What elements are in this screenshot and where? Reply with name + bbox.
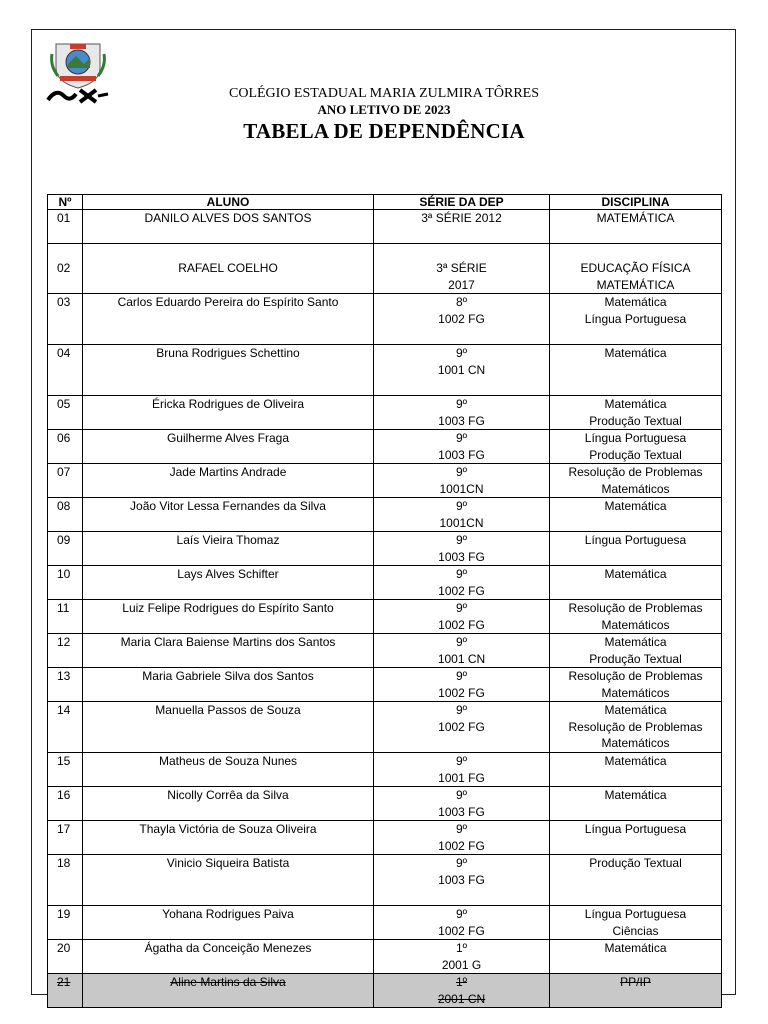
table-row <box>48 753 722 787</box>
table-row <box>48 940 722 974</box>
table-row <box>48 787 722 821</box>
row-number: 03 <box>48 294 83 345</box>
serie-line: 2017 <box>448 277 475 292</box>
serie-cell <box>374 787 550 821</box>
serie-line: 1003 FG <box>438 549 485 564</box>
disciplina-cell <box>550 702 722 753</box>
disciplina-line: Matemática <box>604 346 667 360</box>
student-name: João Vitor Lessa Fernandes da Silva <box>83 498 374 532</box>
serie-line: 1003 FG <box>438 447 485 462</box>
disciplina-line: Matemática <box>604 703 667 717</box>
disciplina-line: Língua Portuguesa <box>584 431 687 445</box>
table-row <box>48 396 722 430</box>
student-name: Jade Martins Andrade <box>83 464 374 498</box>
disciplina-line: PP/IP <box>620 975 651 989</box>
school-year: ANO LETIVO DE 2023 <box>317 102 451 117</box>
serie-line: 1002 FG <box>438 311 485 326</box>
disciplina-cell <box>550 244 722 294</box>
student-name: Nicolly Corrêa da Silva <box>83 787 374 821</box>
serie-line: 9º <box>455 346 468 360</box>
serie-cell <box>374 974 550 1008</box>
serie-line: 9º <box>455 567 468 581</box>
table-header-row <box>48 195 722 210</box>
serie-cell <box>374 940 550 974</box>
serie-line: 8º <box>455 295 468 309</box>
serie-line: 2001 G <box>441 957 482 972</box>
row-number: 20 <box>48 940 83 974</box>
column-header-aluno: ALUNO <box>83 195 374 210</box>
student-name: Manuella Passos de Souza <box>83 702 374 753</box>
serie-line: 9º <box>455 788 468 802</box>
serie-line: 1001 CN <box>437 362 486 377</box>
serie-line: 1003 FG <box>438 413 485 428</box>
disciplina-line: Produção Textual <box>589 447 682 462</box>
serie-line: 1003 FG <box>438 872 485 887</box>
serie-line: 9º <box>455 822 468 836</box>
row-number: 17 <box>48 821 83 855</box>
table-row <box>48 430 722 464</box>
row-number: 01 <box>48 210 83 244</box>
student-name: Thayla Victória de Souza Oliveira <box>83 821 374 855</box>
disciplina-line: Matemática <box>604 567 667 581</box>
disciplina-line: Matemática <box>604 635 667 649</box>
serie-cell <box>374 566 550 600</box>
row-number: 12 <box>48 634 83 668</box>
disciplina-cell <box>550 753 722 787</box>
student-name: Yohana Rodrigues Paiva <box>83 906 374 940</box>
serie-cell <box>374 668 550 702</box>
disciplina-line: Resolução de Problemas <box>568 719 703 734</box>
disciplina-line: Matemáticos <box>601 685 670 700</box>
disciplina-line: Matemáticos <box>601 481 670 496</box>
row-number: 04 <box>48 345 83 396</box>
serie-line: 1001 CN <box>437 651 486 666</box>
serie-line: 3ª SÉRIE 2012 <box>421 211 502 225</box>
serie-cell <box>374 294 550 345</box>
row-number: 13 <box>48 668 83 702</box>
disciplina-cell <box>550 464 722 498</box>
disciplina-line: Matemática <box>604 295 667 309</box>
row-number: 09 <box>48 532 83 566</box>
serie-line: 1001CN <box>439 481 484 496</box>
serie-cell <box>374 464 550 498</box>
serie-line: 9º <box>455 601 468 615</box>
disciplina-line: Produção Textual <box>589 651 682 666</box>
table-row <box>48 294 722 345</box>
table-row <box>48 906 722 940</box>
column-header-disciplina: DISCIPLINA <box>550 195 722 210</box>
serie-line: 1002 FG <box>438 685 485 700</box>
serie-line: 1001CN <box>439 515 484 530</box>
student-name: Vinicio Siqueira Batista <box>83 855 374 906</box>
student-name: Carlos Eduardo Pereira do Espírito Santo <box>83 294 374 345</box>
disciplina-line: Matemática <box>604 499 667 513</box>
serie-line: 9º <box>455 669 468 683</box>
serie-line: 9º <box>455 703 468 717</box>
row-number: 05 <box>48 396 83 430</box>
disciplina-cell <box>550 430 722 464</box>
disciplina-line: Matemáticos <box>601 736 670 750</box>
table-row <box>48 464 722 498</box>
row-number: 10 <box>48 566 83 600</box>
student-name: Lays Alves Schifter <box>83 566 374 600</box>
disciplina-cell <box>550 532 722 566</box>
disciplina-cell <box>550 345 722 396</box>
student-name: DANILO ALVES DOS SANTOS <box>83 210 374 244</box>
serie-line: 1003 FG <box>438 804 485 819</box>
table-body <box>48 210 722 1008</box>
student-name: Matheus de Souza Nunes <box>83 753 374 787</box>
disciplina-line: Matemáticos <box>601 617 670 632</box>
disciplina-line: MATEMÁTICA <box>596 277 675 292</box>
row-number: 18 <box>48 855 83 906</box>
disciplina-cell <box>550 855 722 906</box>
disciplina-line: Produção Textual <box>589 856 682 870</box>
page-title: TABELA DE DEPENDÊNCIA <box>243 119 525 143</box>
disciplina-cell <box>550 821 722 855</box>
student-name: Aline Martins da Silva <box>83 974 374 1008</box>
serie-cell <box>374 244 550 294</box>
disciplina-line: Matemática <box>604 941 667 955</box>
disciplina-line: Língua Portuguesa <box>584 533 687 547</box>
serie-cell <box>374 600 550 634</box>
disciplina-line: Matemática <box>604 397 667 411</box>
table-row <box>48 974 722 1008</box>
serie-line: 1001 FG <box>438 770 485 785</box>
row-number: 02 <box>48 244 83 294</box>
disciplina-cell <box>550 940 722 974</box>
disciplina-line: Língua Portuguesa <box>584 311 687 326</box>
student-name: Éricka Rodrigues de Oliveira <box>83 396 374 430</box>
serie-line: 9º <box>455 907 468 921</box>
serie-line: 9º <box>455 533 468 547</box>
disciplina-cell <box>550 668 722 702</box>
row-number: 15 <box>48 753 83 787</box>
serie-cell <box>374 702 550 753</box>
serie-line: 3ª SÉRIE <box>436 261 487 275</box>
school-name: COLÉGIO ESTADUAL MARIA ZULMIRA TÔRRES <box>229 86 539 101</box>
row-number: 16 <box>48 787 83 821</box>
serie-line: 1002 FG <box>438 719 485 734</box>
serie-cell <box>374 396 550 430</box>
table-row <box>48 210 722 244</box>
column-header-num: Nº <box>48 195 83 210</box>
serie-cell <box>374 753 550 787</box>
serie-line: 9º <box>455 431 468 445</box>
disciplina-line: Matemática <box>604 754 667 768</box>
serie-cell <box>374 430 550 464</box>
table-row <box>48 532 722 566</box>
disciplina-cell <box>550 974 722 1008</box>
table-row <box>48 600 722 634</box>
serie-line: 1002 FG <box>438 617 485 632</box>
table-row <box>48 244 722 294</box>
row-number: 08 <box>48 498 83 532</box>
table-row <box>48 345 722 396</box>
column-header-serie: SÉRIE DA DEP <box>374 195 550 210</box>
table-row <box>48 855 722 906</box>
student-name: Guilherme Alves Fraga <box>83 430 374 464</box>
disciplina-line: Resolução de Problemas <box>568 669 703 683</box>
disciplina-line: Língua Portuguesa <box>584 822 687 836</box>
serie-line: 2001 CN <box>437 991 486 1006</box>
table-row <box>48 566 722 600</box>
student-name: Ágatha da Conceição Menezes <box>83 940 374 974</box>
disciplina-line: Língua Portuguesa <box>584 907 687 921</box>
serie-line: 9º <box>455 499 468 513</box>
serie-cell <box>374 634 550 668</box>
row-number: 11 <box>48 600 83 634</box>
serie-line: 1002 FG <box>438 923 485 938</box>
serie-line: 9º <box>455 856 468 870</box>
table-row <box>48 498 722 532</box>
dependency-table <box>47 194 722 1008</box>
disciplina-line: Resolução de Problemas <box>568 601 703 615</box>
student-name: Luiz Felipe Rodrigues do Espírito Santo <box>83 600 374 634</box>
disciplina-cell <box>550 634 722 668</box>
row-number: 21 <box>48 974 83 1008</box>
disciplina-line: Ciências <box>612 923 659 938</box>
serie-cell <box>374 906 550 940</box>
serie-line: 9º <box>455 754 468 768</box>
serie-cell <box>374 821 550 855</box>
table-row <box>48 634 722 668</box>
serie-line: 1002 FG <box>438 838 485 853</box>
serie-line: 9º <box>455 635 468 649</box>
disciplina-cell <box>550 787 722 821</box>
row-number: 19 <box>48 906 83 940</box>
serie-cell <box>374 855 550 906</box>
serie-cell <box>374 532 550 566</box>
row-number: 07 <box>48 464 83 498</box>
disciplina-line: Matemática <box>604 788 667 802</box>
disciplina-cell <box>550 600 722 634</box>
disciplina-cell <box>550 396 722 430</box>
student-name: Bruna Rodrigues Schettino <box>83 345 374 396</box>
serie-cell <box>374 498 550 532</box>
serie-cell <box>374 345 550 396</box>
disciplina-line: EDUCAÇÃO FÍSICA <box>580 261 691 275</box>
disciplina-cell <box>550 498 722 532</box>
serie-line: 9º <box>455 397 468 411</box>
serie-line: 1º <box>455 941 468 955</box>
student-name: Maria Gabriele Silva dos Santos <box>83 668 374 702</box>
disciplina-cell <box>550 210 722 244</box>
serie-line: 9º <box>455 465 468 479</box>
serie-line: 1002 FG <box>438 583 485 598</box>
table-row <box>48 702 722 753</box>
serie-line: 1º <box>455 975 468 989</box>
disciplina-cell <box>550 906 722 940</box>
row-number: 06 <box>48 430 83 464</box>
table-row <box>48 668 722 702</box>
student-name: Laís Vieira Thomaz <box>83 532 374 566</box>
disciplina-line: Produção Textual <box>589 413 682 428</box>
serie-cell <box>374 210 550 244</box>
disciplina-cell <box>550 566 722 600</box>
student-name: Maria Clara Baiense Martins dos Santos <box>83 634 374 668</box>
disciplina-cell <box>550 294 722 345</box>
disciplina-line: MATEMÁTICA <box>596 211 675 225</box>
disciplina-line: Resolução de Problemas <box>568 465 703 479</box>
table-row <box>48 821 722 855</box>
student-name: RAFAEL COELHO <box>83 244 374 294</box>
row-number: 14 <box>48 702 83 753</box>
